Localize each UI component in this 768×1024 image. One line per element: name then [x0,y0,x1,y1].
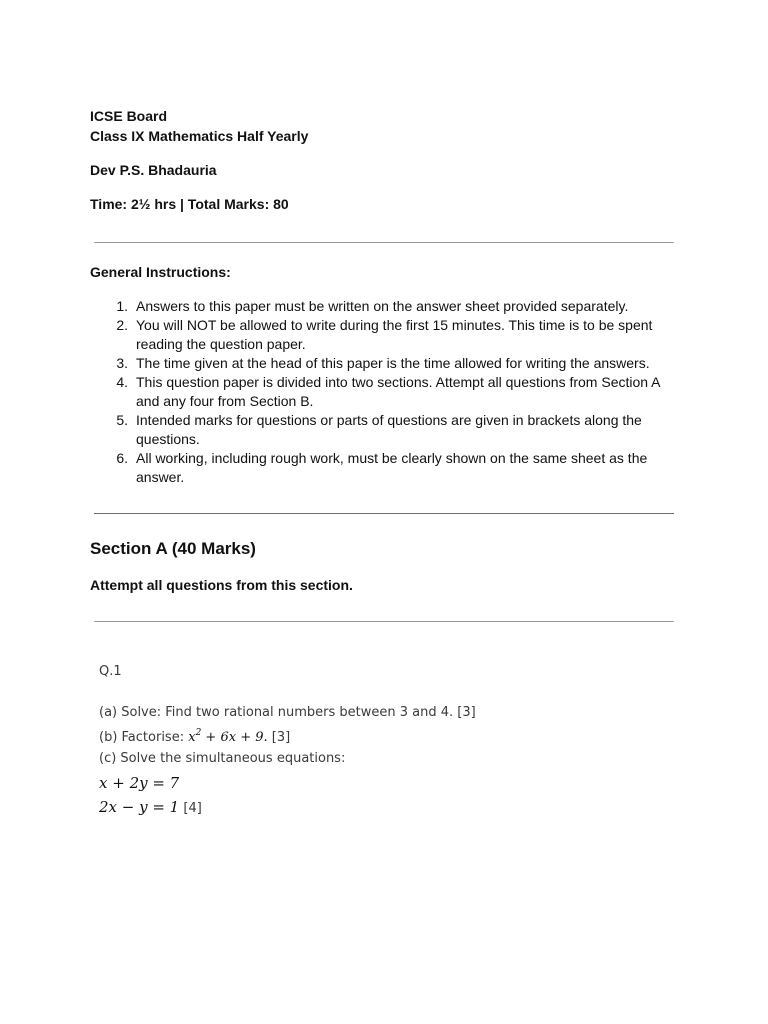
instruction-item [110,449,670,487]
divider [94,242,674,243]
instruction-number: 1. [116,298,128,314]
divider [94,513,674,514]
instruction-number: 4. [116,374,128,390]
question-part-a: (a) Solve: Find two rational numbers between 3 and 4. [3] [99,705,476,720]
instruction-text: You will NOT be allowed to write during the first 15 minutes. This time is to be spent reading the question paper. [136,317,653,352]
instruction-number: 3. [116,355,128,371]
instructions-list [110,297,670,487]
instructions-heading: General Instructions: [90,264,231,280]
equation-1 [99,774,179,792]
question-part-c: (c) Solve the simultaneous equations: [99,751,346,766]
instruction-item [110,316,670,354]
question-label: Q.1 [99,664,122,679]
instruction-text: All working, including rough work, must be clearly shown on the same sheet as the answer. [136,450,648,485]
instruction-item [110,354,670,373]
time-and-marks: Time: 2½ hrs | Total Marks: 80 [90,196,289,212]
instruction-item [110,297,670,316]
part-b-marks: [3] [267,730,291,745]
equation-1-text: x + 2y = 7 [99,774,180,792]
instruction-text: This question paper is divided into two sections. Attempt all questions from Section A and any four from Section B. [136,374,660,409]
section-a-subtitle: Attempt all questions from this section. [90,577,353,593]
board-name: ICSE Board [90,108,168,124]
author-name: Dev P.S. Bhadauria [90,162,217,178]
divider [94,621,674,622]
question-part-b [99,728,290,745]
part-b-expr-variable: x [188,730,196,745]
instruction-number: 6. [116,450,128,466]
instruction-number: 2. [116,317,128,333]
instruction-text: The time given at the head of this paper is the time allowed for writing the answers. [136,355,650,371]
instruction-item [110,373,670,411]
equation-2-text: 2x − y = 1 [99,798,180,816]
equation-2-marks: [4] [179,801,202,816]
part-b-expr-exponent: 2 [195,728,202,738]
instruction-text: Answers to this paper must be written on the answer sheet provided separately. [136,298,629,314]
instruction-item [110,411,670,449]
instruction-text: Intended marks for questions or parts of questions are given in brackets along the questions. [136,412,642,447]
part-b-expr-rest: + 6x + 9. [201,730,268,745]
instruction-number: 5. [116,412,128,428]
section-a-title: Section A (40 Marks) [90,539,256,558]
exam-title: Class IX Mathematics Half Yearly [90,128,309,144]
equation-2 [99,798,202,816]
part-b-prefix: (b) Factorise: [99,730,189,745]
